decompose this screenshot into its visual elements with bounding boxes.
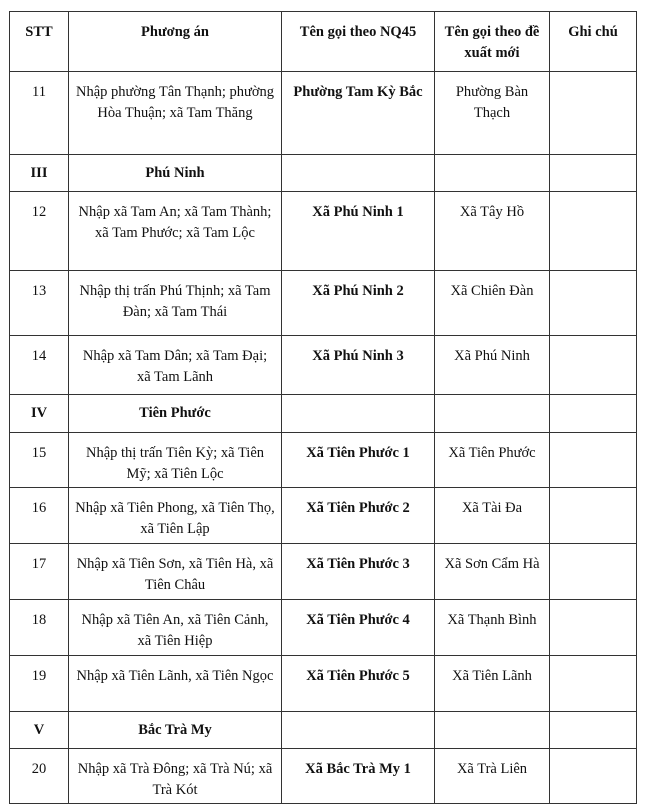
cell-nq45-name: Xã Tiên Phước 3 (282, 544, 435, 600)
cell-plan: Nhập thị trấn Phú Thịnh; xã Tam Đàn; xã Tam Thái (69, 271, 282, 336)
cell-plan: Nhập xã Tiên Sơn, xã Tiên Hà, xã Tiên Châu (69, 544, 282, 600)
cell-stt: 13 (10, 271, 69, 336)
section-row (10, 155, 637, 192)
cell-plan: Nhập xã Tiên An, xã Tiên Cảnh, xã Tiên Hiệp (69, 600, 282, 656)
cell-note (550, 336, 637, 395)
cell-new-name: Xã Sơn Cẩm Hà (435, 544, 550, 600)
table-row (10, 544, 637, 600)
cell-plan: Nhập xã Tiên Phong, xã Tiên Thọ, xã Tiên Lập (69, 488, 282, 544)
header-nq45-name: Tên gọi theo NQ45 (282, 12, 435, 72)
cell-note (550, 600, 637, 656)
cell-new-name: Xã Trà Liên (435, 749, 550, 804)
section-row (10, 395, 637, 433)
cell-note (550, 656, 637, 712)
section-number: III (10, 155, 69, 192)
cell-new-name: Xã Thạnh Bình (435, 600, 550, 656)
cell-nq45-name: Xã Tiên Phước 5 (282, 656, 435, 712)
cell-nq45-name: Xã Phú Ninh 2 (282, 271, 435, 336)
cell-nq45-name: Xã Phú Ninh 1 (282, 192, 435, 271)
cell-stt: 20 (10, 749, 69, 804)
cell-nq45-name: Xã Tiên Phước 4 (282, 600, 435, 656)
admin-merge-table (9, 11, 637, 804)
cell-stt: 12 (10, 192, 69, 271)
table-row (10, 336, 637, 395)
cell-nq45-name: Xã Tiên Phước 1 (282, 433, 435, 488)
cell-new-name: Xã Tây Hồ (435, 192, 550, 271)
cell-nq45-name: Xã Tiên Phước 2 (282, 488, 435, 544)
section-row (10, 712, 637, 749)
header-stt: STT (10, 12, 69, 72)
header-plan: Phương án (69, 12, 282, 72)
cell-plan: Nhập phường Tân Thạnh; phường Hòa Thuận; xã Tam Thăng (69, 72, 282, 155)
cell-nq45-name: Xã Phú Ninh 3 (282, 336, 435, 395)
cell-note (550, 271, 637, 336)
cell-nq45-name: Phường Tam Kỳ Bắc (282, 72, 435, 155)
table-row (10, 600, 637, 656)
cell-new-name: Xã Tiên Phước (435, 433, 550, 488)
cell-plan: Nhập xã Tam An; xã Tam Thành; xã Tam Phước; xã Tam Lộc (69, 192, 282, 271)
table-row (10, 656, 637, 712)
cell-stt: 16 (10, 488, 69, 544)
cell-stt: 17 (10, 544, 69, 600)
table-row (10, 749, 637, 804)
cell-new-name: Xã Tài Đa (435, 488, 550, 544)
cell-plan: Nhập xã Tam Dân; xã Tam Đại; xã Tam Lãnh (69, 336, 282, 395)
section-title: Tiên Phước (69, 395, 282, 433)
section-number: V (10, 712, 69, 749)
cell-note (550, 749, 637, 804)
table-row (10, 271, 637, 336)
table-row (10, 433, 637, 488)
cell-note (550, 433, 637, 488)
cell-stt: 18 (10, 600, 69, 656)
cell-new-name: Xã Tiên Lãnh (435, 656, 550, 712)
table-row (10, 488, 637, 544)
cell-new-name: Phường Bàn Thạch (435, 72, 550, 155)
table-row (10, 72, 637, 155)
cell-note (550, 544, 637, 600)
cell-plan: Nhập xã Tiên Lãnh, xã Tiên Ngọc (69, 656, 282, 712)
header-row (10, 12, 637, 72)
cell-plan: Nhập thị trấn Tiên Kỳ; xã Tiên Mỹ; xã Tiên Lộc (69, 433, 282, 488)
cell-stt: 14 (10, 336, 69, 395)
section-title: Phú Ninh (69, 155, 282, 192)
cell-new-name: Xã Chiên Đàn (435, 271, 550, 336)
cell-new-name: Xã Phú Ninh (435, 336, 550, 395)
cell-nq45-name: Xã Bắc Trà My 1 (282, 749, 435, 804)
cell-stt: 11 (10, 72, 69, 155)
cell-stt: 19 (10, 656, 69, 712)
cell-stt: 15 (10, 433, 69, 488)
header-new-name: Tên gọi theo đề xuất mới (435, 12, 550, 72)
cell-note (550, 72, 637, 155)
section-number: IV (10, 395, 69, 433)
cell-plan: Nhập xã Trà Đông; xã Trà Nú; xã Trà Kót (69, 749, 282, 804)
header-note: Ghi chú (550, 12, 637, 72)
cell-note (550, 192, 637, 271)
section-title: Bắc Trà My (69, 712, 282, 749)
cell-note (550, 488, 637, 544)
table-row (10, 192, 637, 271)
